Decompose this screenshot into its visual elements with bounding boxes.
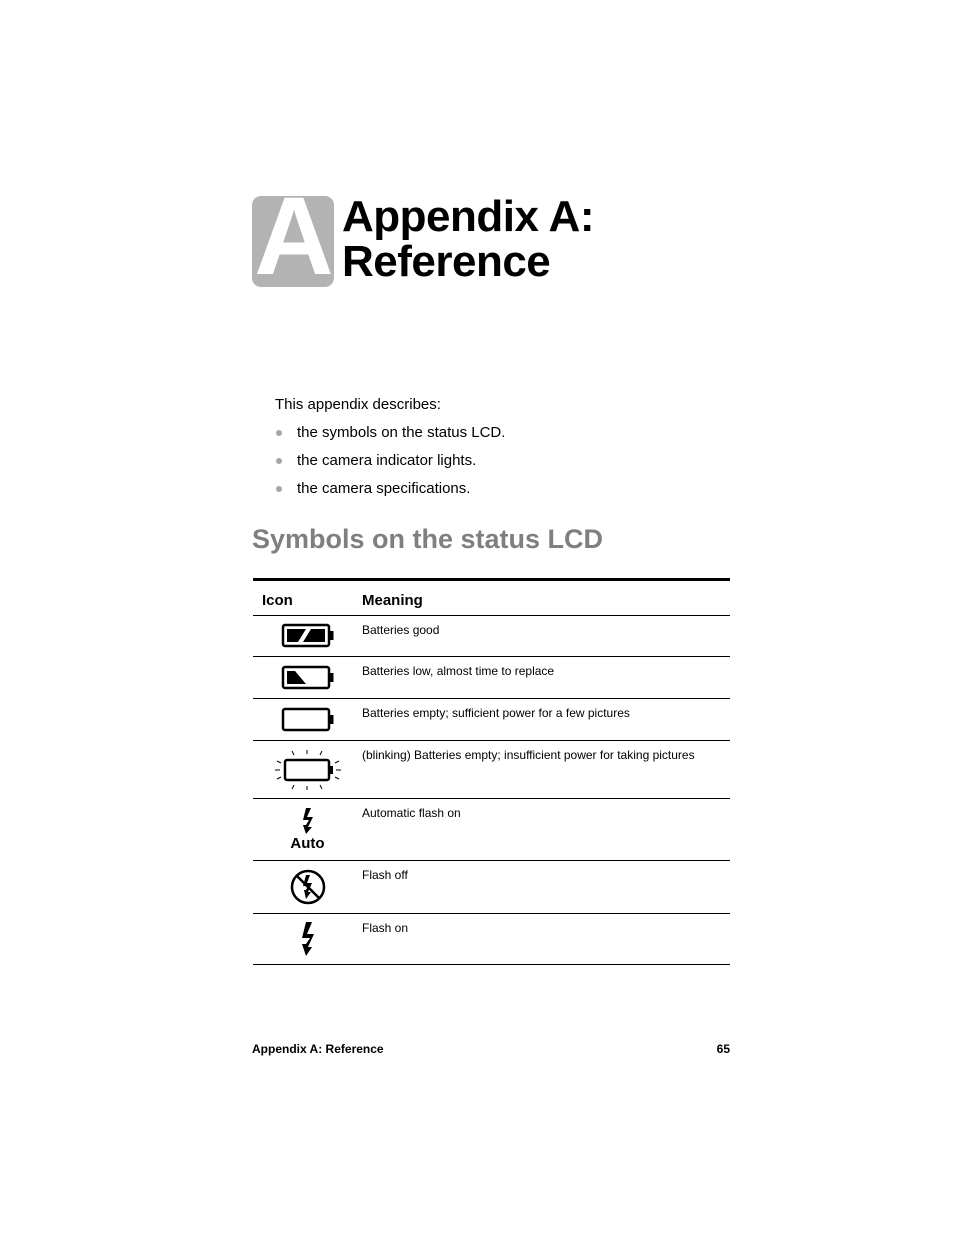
- intro-bullet-list: [275, 423, 505, 507]
- bullet-text: the symbols on the status LCD.: [297, 424, 506, 441]
- chapter-title: [342, 194, 594, 284]
- chapter-title-line1: Appendix A:: [342, 192, 594, 241]
- table-row: [253, 616, 730, 657]
- flash-auto-label: Auto: [290, 834, 325, 852]
- row-meaning: (blinking) Batteries empty; insufficient power for taking pictures: [362, 741, 730, 799]
- intro-lead: This appendix describes:: [275, 396, 441, 413]
- battery-low-icon: [281, 665, 335, 691]
- section-heading: Symbols on the status LCD: [252, 524, 604, 554]
- bullet-item: [275, 479, 505, 507]
- battery-empty-icon: [281, 707, 335, 733]
- row-meaning: Batteries empty; sufficient power for a few pictures: [362, 699, 730, 741]
- table-row: [253, 861, 730, 914]
- table-row: [253, 741, 730, 799]
- flash-on-icon: [299, 922, 317, 956]
- table-row: [253, 914, 730, 965]
- symbols-table: [253, 578, 730, 965]
- row-meaning: Batteries low, almost time to replace: [362, 657, 730, 699]
- footer-title: Appendix A: Reference: [252, 1042, 384, 1056]
- bullet-dot-icon: [276, 430, 282, 436]
- chapter-letter: A: [254, 196, 332, 287]
- bullet-text: the camera specifications.: [297, 480, 471, 497]
- row-meaning: Flash off: [362, 861, 730, 914]
- battery-full-icon: [281, 623, 335, 649]
- bullet-item: [275, 451, 505, 479]
- flash-auto-icon: [300, 808, 316, 834]
- row-meaning: Automatic flash on: [362, 799, 730, 861]
- bullet-dot-icon: [276, 486, 282, 492]
- battery-blinking-icon: [272, 749, 344, 791]
- flash-off-icon: [289, 868, 327, 906]
- column-header-icon: Icon: [253, 580, 362, 616]
- column-header-meaning: Meaning: [362, 580, 730, 616]
- table-header-row: [253, 580, 730, 616]
- row-meaning: Flash on: [362, 914, 730, 965]
- bullet-item: [275, 423, 505, 451]
- bullet-text: the camera indicator lights.: [297, 452, 477, 469]
- chapter-badge: [252, 196, 334, 287]
- page-number: 65: [716, 1042, 730, 1056]
- chapter-title-line2: Reference: [342, 237, 551, 286]
- table-row: [253, 657, 730, 699]
- table-row: [253, 799, 730, 861]
- bullet-dot-icon: [276, 458, 282, 464]
- table-row: [253, 699, 730, 741]
- row-meaning: Batteries good: [362, 616, 730, 657]
